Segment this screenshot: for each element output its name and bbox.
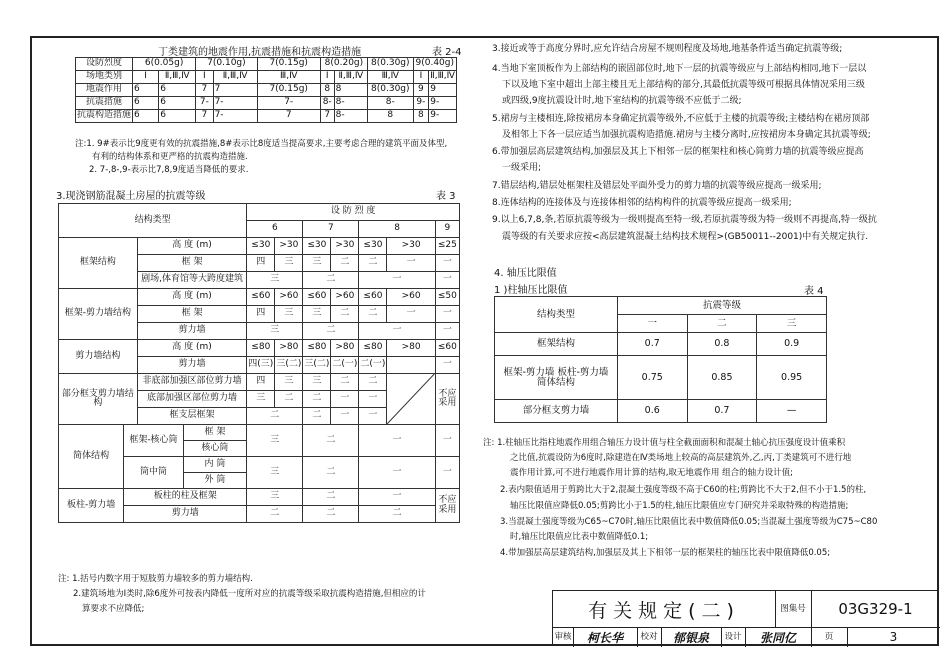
t3-cell: 四(三) bbox=[247, 357, 275, 374]
t3-cell: >80 bbox=[275, 340, 303, 357]
t3-cell: 二 bbox=[303, 323, 359, 340]
axial-note: 3.当混凝土强度等级为C65~C70时,轴压比限值比表中数值降低0.05;当混凝土强度等级为C75~C80 bbox=[500, 517, 878, 527]
t24-cell: 8 bbox=[334, 84, 367, 97]
t3-cell: 一 bbox=[359, 489, 435, 506]
t3-not-allowed: 不应采用 bbox=[435, 489, 459, 523]
t24-cell: 6 bbox=[159, 97, 196, 110]
t3-group-frame: 框架结构 bbox=[59, 238, 138, 289]
rule-line: 8.连体结构的连接体及与连接体相邻的结构构件的抗震等级应提高一级采用; bbox=[492, 198, 792, 208]
t3-cell: 三 bbox=[247, 425, 303, 457]
t24-cell: 7 bbox=[257, 110, 320, 123]
diagonal-line bbox=[387, 374, 434, 424]
axial-note: 轴压比限值应降低0.05;剪跨比小于1.5的柱,轴压比限值应专门研究并采取特殊的构造措施; bbox=[510, 501, 849, 511]
atlas-label: 图集号 bbox=[775, 591, 812, 628]
t4-type-line: 框架-剪力墙 板柱-剪力墙 bbox=[503, 366, 609, 378]
t3-cell: 二 bbox=[359, 306, 387, 323]
t3-cell: >30 bbox=[331, 238, 359, 255]
t3-label: 高 度 (m) bbox=[137, 289, 246, 306]
review-label: 审核 bbox=[553, 627, 574, 647]
t3-label: 外 筒 bbox=[183, 473, 247, 489]
t3-cell: ≤25 bbox=[435, 238, 459, 255]
t3-cell: 三 bbox=[303, 255, 331, 272]
t24-cell: 6 bbox=[159, 84, 196, 97]
t4-head-type: 结构类型 bbox=[495, 297, 618, 333]
table3 bbox=[58, 203, 460, 523]
t3-label: 框 架 bbox=[137, 255, 246, 272]
t3-cell: 二(一) bbox=[359, 357, 387, 374]
t3-cell: 二 bbox=[247, 506, 303, 523]
t3-cell: 三(二) bbox=[303, 357, 331, 374]
t4-cell: 0.85 bbox=[687, 356, 757, 400]
t4-cell: 0.6 bbox=[617, 400, 687, 423]
table3-note: 注: 1.括号内数字用于短肢剪力墙较多的剪力墙结构. bbox=[58, 574, 253, 584]
t3-cell: 三 bbox=[275, 306, 303, 323]
axial-section-title: 4. 轴压比限值 bbox=[494, 268, 557, 279]
t3-cell: 一 bbox=[331, 391, 359, 408]
checker-signature: 郁银泉 bbox=[661, 627, 722, 647]
t3-label: 框支层框架 bbox=[137, 408, 246, 425]
t24-cell: 7(0.15g) bbox=[257, 84, 320, 97]
t3-cell: 一 bbox=[359, 457, 435, 489]
t24-cell: 7- bbox=[213, 97, 257, 110]
t3-label: 剧场,体育馆等大跨度建筑 bbox=[137, 272, 246, 289]
t3-cell: 二 bbox=[303, 408, 331, 425]
t3-sub-tube-in-tube: 筒中筒 bbox=[124, 457, 183, 489]
t3-cell: >60 bbox=[275, 289, 303, 306]
rule-line: 4.当地下室顶板作为上部结构的嵌固部位时,地下一层的抗震等级应与上部结构相同,地下一层以 bbox=[492, 64, 867, 74]
t3-cell: 三 bbox=[303, 374, 331, 391]
t3-cell: 一 bbox=[435, 457, 459, 489]
check-label: 校对 bbox=[637, 627, 662, 647]
t24-cell: Ⅰ bbox=[320, 71, 334, 84]
drawing-title: 有关规定(二) bbox=[588, 599, 740, 622]
t3-cell bbox=[387, 357, 435, 374]
t3-group-partial: 部分框支剪力墙结构 bbox=[59, 374, 138, 425]
axial-note: 注: 1.柱轴压比指柱地震作用组合轴压力设计值与柱全截面面积和混凝土轴心抗压强度设计值乘积 bbox=[483, 438, 846, 448]
t4-head-g3: 三 bbox=[757, 315, 827, 333]
t24-cell: 7 bbox=[196, 84, 213, 97]
t3-cell: 四 bbox=[247, 306, 275, 323]
axial-note: 震作用计算,可不进行地震作用计算的结构,取无地震作用 组合的轴力设计值; bbox=[510, 468, 793, 478]
t3-header-8: 8 bbox=[359, 221, 435, 238]
t3-cell: 一 bbox=[359, 272, 435, 289]
t3-cell: >30 bbox=[387, 238, 435, 255]
designer-signature: 张同亿 bbox=[745, 627, 812, 647]
t3-sub-frame-core: 框架-核心筒 bbox=[124, 425, 183, 457]
t3-cell: ≤80 bbox=[303, 340, 331, 357]
t4-cell: 0.9 bbox=[757, 333, 827, 356]
t24-cell: Ⅰ bbox=[133, 71, 159, 84]
t24-cell: 8 bbox=[368, 110, 413, 123]
rule-line: 5.裙房与主楼相连,除按裙房本身确定抗震等级外,不应低于主楼的抗震等级;主楼结构在裙房顶部 bbox=[492, 114, 870, 124]
t3-cell: 二 bbox=[303, 272, 359, 289]
t3-not-allowed: 不应采用 bbox=[435, 374, 459, 425]
t3-cell: >30 bbox=[275, 238, 303, 255]
t3-cell: >60 bbox=[331, 289, 359, 306]
t24-cell: 8(0.30g) bbox=[368, 84, 413, 97]
t3-cell: 二 bbox=[331, 306, 359, 323]
t3-cell: ≤80 bbox=[359, 340, 387, 357]
t24-cell: Ⅱ,Ⅲ,Ⅳ bbox=[429, 71, 457, 84]
t3-cell: >80 bbox=[387, 340, 435, 357]
t3-cell: 三 bbox=[247, 457, 303, 489]
t3-cell: 一 bbox=[359, 408, 387, 425]
t3-group-frame-shear-wall: 框架-剪力墙结构 bbox=[59, 289, 138, 340]
t3-label: 剪力墙 bbox=[137, 323, 246, 340]
t24-cell: 9- bbox=[413, 97, 429, 110]
t4-type bbox=[495, 356, 618, 400]
t3-label: 剪力墙 bbox=[124, 506, 247, 523]
t3-cell: 一 bbox=[435, 272, 459, 289]
table24-note: 注:1. 9#表示比9度更有效的抗震措施,8#表示比8度适当提高要求,主要考虑合理的建筑平面及体型, bbox=[75, 139, 448, 149]
t3-cell: 三 bbox=[247, 323, 303, 340]
t24-cell: 抗震措施 bbox=[76, 97, 133, 110]
t24-cell: Ⅰ bbox=[413, 71, 429, 84]
t3-cell: 四 bbox=[247, 255, 275, 272]
t4-cell: 0.75 bbox=[617, 356, 687, 400]
table24-number: 表 2-4 bbox=[432, 47, 462, 58]
t24-cell: Ⅱ,Ⅲ,Ⅳ bbox=[159, 71, 196, 84]
t3-cell: >60 bbox=[387, 289, 435, 306]
t3-cell: ≤60 bbox=[303, 289, 331, 306]
t3-cell: 一 bbox=[435, 425, 459, 457]
t3-label: 内 筒 bbox=[183, 457, 247, 473]
t3-cell: 二 bbox=[303, 457, 359, 489]
t24-cell: 抗震构造措施 bbox=[76, 110, 133, 123]
rule-line: 下以及地下室中超出上部主楼且无上部结构的部分,其最低抗震等级可根据具体情况采用三级 bbox=[502, 80, 865, 90]
t24-cell: 6 bbox=[159, 110, 196, 123]
table3-number: 表 3 bbox=[436, 191, 456, 202]
t24-cell: 6 bbox=[133, 110, 159, 123]
t3-cell: ≤60 bbox=[247, 289, 275, 306]
t3-cell: ≤60 bbox=[435, 340, 459, 357]
t3-header-9: 9 bbox=[435, 221, 459, 238]
t24-cell: 7 bbox=[320, 110, 334, 123]
rule-line: 6.带加强层高层建筑结构,加强层及其上下相邻一层的框架柱和核心筒剪力墙的抗震等级应提高 bbox=[492, 147, 864, 157]
t24-cell: 7- bbox=[213, 110, 257, 123]
rule-line: 9.以上6,7,8,条,若原抗震等级为一级则提高至特一级,若原抗震等级为特一级则不再提高,特一级抗 bbox=[492, 215, 877, 225]
t24-cell: Ⅲ,Ⅳ bbox=[257, 71, 320, 84]
rule-line: 3.接近或等于高度分界时,应允许结合房屋不规则程度及场地,地基条件适当确定抗震等级; bbox=[492, 44, 843, 54]
t24-cell: 7(0.15g) bbox=[257, 58, 320, 71]
t24-cell: 7(0.10g) bbox=[196, 58, 257, 71]
t24-cell: 设防烈度 bbox=[76, 58, 133, 71]
axial-subtitle: 1 )柱轴压比限值 bbox=[494, 285, 568, 296]
t24-cell: 9 bbox=[413, 84, 429, 97]
t3-cell: 二 bbox=[247, 408, 303, 425]
t24-cell: Ⅰ bbox=[196, 71, 213, 84]
t24-cell: 8(0.20g) bbox=[320, 58, 367, 71]
t4-type: 部分框支剪力墙 bbox=[495, 400, 618, 423]
rule-line: 及相邻上下各一层应适当加强抗震构造措施.裙房与主楼分离时,应按裙房本身确定其抗震等级; bbox=[502, 130, 871, 140]
t24-cell: 8- bbox=[368, 97, 413, 110]
t3-header-intensity: 设 防 烈 度 bbox=[247, 204, 460, 221]
t24-cell: 8- bbox=[320, 97, 334, 110]
table4 bbox=[494, 296, 827, 423]
t24-cell: 9- bbox=[429, 110, 457, 123]
t3-cell: 二 bbox=[359, 255, 387, 272]
t3-cell: 三 bbox=[303, 306, 331, 323]
t24-cell: Ⅱ,Ⅲ,Ⅳ bbox=[213, 71, 257, 84]
t3-cell: 一 bbox=[435, 357, 459, 374]
t3-cell: 三 bbox=[275, 255, 303, 272]
t24-cell: 6 bbox=[133, 84, 159, 97]
table4-number: 表 4 bbox=[804, 286, 824, 297]
t3-cell: 一 bbox=[331, 408, 359, 425]
t3-cell: 一 bbox=[387, 306, 435, 323]
design-label: 设计 bbox=[721, 627, 746, 647]
t24-cell: 9- bbox=[429, 97, 457, 110]
t3-cell: ≤30 bbox=[303, 238, 331, 255]
t4-cell: 0.8 bbox=[687, 333, 757, 356]
t24-cell: 7- bbox=[196, 97, 213, 110]
t3-cell: 三(二) bbox=[275, 357, 303, 374]
t3-cell: 二 bbox=[303, 425, 359, 457]
t3-label: 板柱的柱及框架 bbox=[124, 489, 247, 506]
reviewer-signature: 柯长华 bbox=[573, 627, 638, 647]
t3-cell: ≤30 bbox=[247, 238, 275, 255]
atlas-number: 03G329-1 bbox=[811, 591, 940, 628]
t24-cell: 7 bbox=[196, 110, 213, 123]
t3-cell: 二 bbox=[331, 374, 359, 391]
axial-note: 时,轴压比限值应比表中数值降低0.1; bbox=[510, 532, 649, 542]
table24-title: 丁类建筑的地震作用,抗震措施和抗震构造措施 bbox=[158, 47, 362, 58]
axial-note: 4.带加强层高层建筑结构,加强层及其上下相邻一层的框架柱的轴压比表中限值降低0.05; bbox=[500, 548, 831, 558]
rule-line: 一级采用; bbox=[502, 163, 542, 173]
t3-cell: 二(一) bbox=[331, 357, 359, 374]
t3-group-tube: 简体结构 bbox=[59, 425, 124, 489]
t4-type: 框架结构 bbox=[495, 333, 618, 356]
t24-cell: 7- bbox=[257, 97, 320, 110]
t3-label: 非底部加强区部位剪力墙 bbox=[137, 374, 246, 391]
t24-cell: 9(0.40g) bbox=[413, 58, 456, 71]
t3-label: 剪力墙 bbox=[137, 357, 246, 374]
page-label: 页 bbox=[811, 627, 848, 647]
axial-note: 2.表内限值适用于剪跨比大于2,混凝土强度等级不高于C60的柱;剪跨比不大于2,但不小于1.5的柱, bbox=[500, 485, 867, 495]
t24-cell: Ⅱ,Ⅲ,Ⅳ bbox=[334, 71, 367, 84]
t4-head-g2: 二 bbox=[687, 315, 757, 333]
rule-line: 震等级的有关要求应按<高层建筑混凝土结构技术规程>(GB50011--2001)中有关规定执行. bbox=[502, 232, 869, 242]
t3-cell: 二 bbox=[359, 506, 435, 523]
t4-type-line: 简体结构 bbox=[536, 376, 575, 388]
t3-group-slab-column: 板柱-剪力墙 bbox=[59, 489, 124, 523]
t3-label: 框 架 bbox=[183, 425, 247, 441]
table24-note: 2. 7-,8-,9-表示比7,8,9度适当降低的要求. bbox=[89, 165, 249, 175]
rule-line: 或四级,9度抗震设计时,地下室结构的抗震等级不应低于二级; bbox=[502, 96, 742, 106]
t3-cell: 一 bbox=[359, 391, 387, 408]
t3-label: 底部加强区部位剪力墙 bbox=[137, 391, 246, 408]
t3-label: 高 度 (m) bbox=[137, 340, 246, 357]
axial-note: 之比值,抗震设防为6度时,除建造在Ⅳ类场地上较高的高层建筑外,乙,丙,丁类建筑可不进行地 bbox=[510, 453, 852, 463]
t3-cell: 二 bbox=[303, 391, 331, 408]
t3-cell: ≤80 bbox=[247, 340, 275, 357]
rule-line: 7.错层结构,错层处框架柱及错层处平面外受力的剪力墙的抗震等级应提高一级采用; bbox=[492, 181, 822, 191]
t3-cell: 二 bbox=[331, 255, 359, 272]
t3-cell: 三 bbox=[247, 489, 303, 506]
t24-cell: 8- bbox=[334, 110, 367, 123]
table24-note: 有利的结构体系和更严格的抗震构造措施. bbox=[92, 152, 248, 162]
t4-cell: — bbox=[757, 400, 827, 423]
t3-label: 高 度 (m) bbox=[137, 238, 246, 255]
drawing-title-cell bbox=[553, 591, 776, 628]
table3-note: 算要求不应降低; bbox=[82, 604, 145, 614]
t3-cell: 二 bbox=[303, 489, 359, 506]
t3-cell: 一 bbox=[359, 323, 435, 340]
t3-cell: ≤30 bbox=[359, 238, 387, 255]
table3-note: 2.建筑场地为Ⅰ类时,除6度外可按表内降低一度所对应的抗震等级采取抗震构造措施,但相应的计 bbox=[73, 589, 426, 599]
page-number: 3 bbox=[889, 630, 898, 644]
t3-cell: 四 bbox=[247, 374, 275, 391]
t3-label: 框 架 bbox=[137, 306, 246, 323]
t24-cell: 9 bbox=[429, 84, 457, 97]
t3-cell: 二 bbox=[359, 374, 387, 391]
t3-cell: ≤60 bbox=[359, 289, 387, 306]
t3-cell: 二 bbox=[275, 391, 303, 408]
t3-cell: 一 bbox=[435, 323, 459, 340]
t3-diagonal-cell bbox=[387, 374, 435, 425]
t24-cell: 8 bbox=[413, 110, 429, 123]
t3-cell: 三 bbox=[247, 391, 275, 408]
t4-cell: 0.95 bbox=[757, 356, 827, 400]
t3-cell: 二 bbox=[303, 506, 359, 523]
t3-header-7: 7 bbox=[303, 221, 359, 238]
t3-header-type: 结构类型 bbox=[59, 204, 247, 238]
t24-cell: 7 bbox=[213, 84, 257, 97]
table3-section-title: 3.现浇钢筋混凝土房屋的抗震等级 bbox=[56, 191, 206, 202]
t24-cell: 地震作用 bbox=[76, 84, 133, 97]
t4-head-grade: 抗震等级 bbox=[617, 297, 826, 315]
t3-cell: >80 bbox=[331, 340, 359, 357]
t3-cell: 三 bbox=[247, 272, 303, 289]
t3-cell: 三 bbox=[275, 374, 303, 391]
t24-cell: 8(0.30g) bbox=[368, 58, 413, 71]
t3-cell: 一 bbox=[435, 306, 459, 323]
t3-cell: 一 bbox=[359, 425, 435, 457]
t24-cell: 6(0.05g) bbox=[133, 58, 196, 71]
table24 bbox=[75, 57, 457, 123]
t3-cell: 一 bbox=[435, 255, 459, 272]
title-block bbox=[552, 590, 939, 646]
t3-cell: ≤50 bbox=[435, 289, 459, 306]
t4-cell: 0.7 bbox=[687, 400, 757, 423]
t3-group-shear-wall: 剪力墙结构 bbox=[59, 340, 138, 374]
t3-label: 核心筒 bbox=[183, 441, 247, 457]
t24-cell: 8- bbox=[334, 97, 367, 110]
t3-header-6: 6 bbox=[247, 221, 303, 238]
t24-cell: Ⅲ,Ⅳ bbox=[368, 71, 413, 84]
t24-cell: 6 bbox=[133, 97, 159, 110]
t24-cell: 8 bbox=[320, 84, 334, 97]
t4-head-g1: 一 bbox=[617, 315, 687, 333]
t4-cell: 0.7 bbox=[617, 333, 687, 356]
t24-cell: 场地类别 bbox=[76, 71, 133, 84]
t3-cell: 一 bbox=[387, 255, 435, 272]
